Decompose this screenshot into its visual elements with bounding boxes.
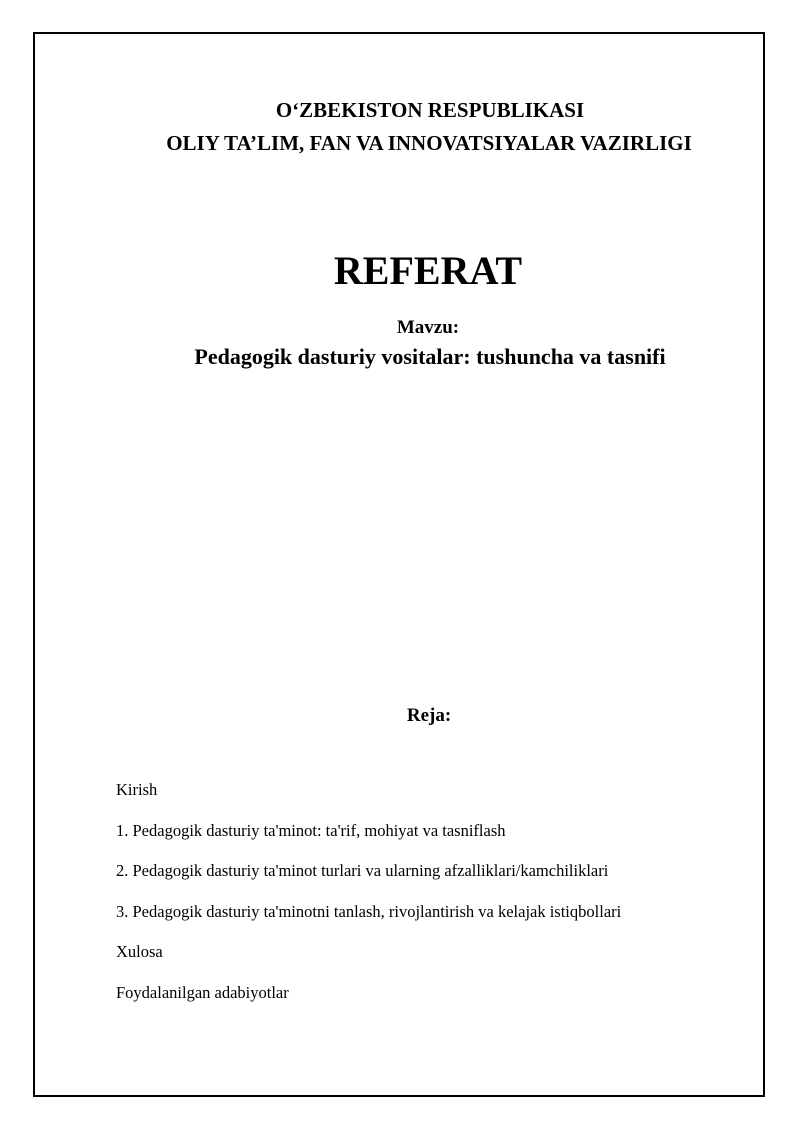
ministry-header-line-2: OLIY TA’LIM, FAN VA INNOVATSIYALAR VAZIRLIGI	[166, 131, 692, 155]
plan-list	[116, 780, 621, 1024]
ministry-header-line-1: O‘ZBEKISTON RESPUBLIKASI	[275, 98, 585, 122]
plan-item-references: Foydalanilgan adabiyotlar	[116, 982, 289, 1002]
document-title: REFERAT	[333, 248, 523, 293]
plan-heading: Reja:	[406, 705, 452, 726]
plan-item-2: 2. Pedagogik dasturiy ta'minot turlari va ularning afzalliklari/kamchiliklari	[116, 861, 609, 881]
plan-item-conclusion: Xulosa	[116, 942, 163, 962]
plan-item-introduction: Kirish	[116, 780, 158, 799]
plan-item-3: 3. Pedagogik dasturiy ta'minotni tanlash, rivojlantirish va kelajak istiqbollari	[116, 901, 622, 921]
topic-title: Pedagogik dasturiy vositalar: tushuncha va tasnifi	[194, 344, 666, 369]
topic-label: Mavzu:	[396, 317, 460, 338]
plan-item-1: 1. Pedagogik dasturiy ta'minot: ta'rif, mohiyat va tasniflash	[116, 820, 506, 840]
